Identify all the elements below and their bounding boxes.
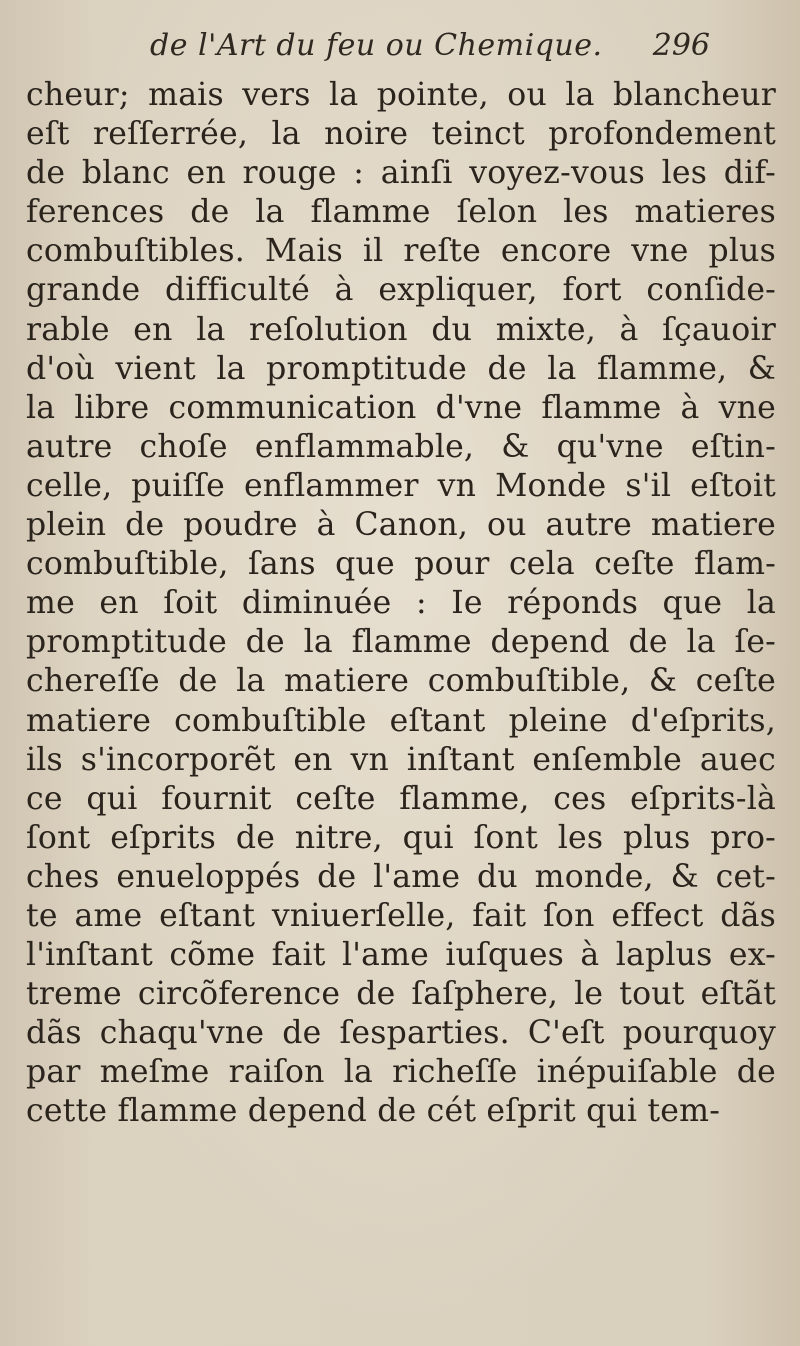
text-line: te ame eſtant vniuerſelle, fait ſon effect dãs (26, 897, 776, 934)
text-line: la libre communication d'vne flamme à vne (26, 389, 776, 426)
page-number: 296 (652, 28, 710, 63)
text-line: autre choſe enflammable, & qu'vne eſtin- (26, 428, 776, 465)
text-line: cette flamme depend de cét eſprit qui tem- (26, 1093, 721, 1130)
text-line: d'où vient la promptitude de la flamme, & (26, 350, 776, 387)
text-line: celle, puiſſe enflammer vn Monde s'il eſtoit (26, 467, 776, 504)
running-head-title: de l'Art du feu ou Chemique. (150, 28, 603, 63)
text-line: l'inſtant cõme fait l'ame iuſques à laplus ex- (26, 937, 776, 974)
text-line: ches enueloppés de l'ame du monde, & cet- (26, 858, 776, 895)
text-line: cheur; mais vers la pointe, ou la blancheur (26, 77, 776, 113)
text-line: chereſſe de la matiere combuſtible, & ceſte (26, 663, 776, 700)
text-line: rable en la reſolution du mixte, à ſçauoir (26, 311, 776, 348)
text-line: treme circõference de ſaſphere, le tout eſtãt (26, 976, 776, 1013)
text-line: eſt reſſerrée, la noire teinct profondement (26, 116, 776, 153)
text-line: ferences de la flamme ſelon les matieres (26, 194, 776, 231)
text-line: de blanc en rouge : ainſi voyez-vous les dif- (26, 155, 776, 192)
text-line: combuſtible, ſans que pour cela ceſte flam- (26, 546, 776, 583)
body-text (26, 76, 776, 1132)
text-line: plein de poudre à Canon, ou autre matiere (26, 507, 776, 544)
text-line: promptitude de la flamme depend de la ſe- (26, 624, 776, 661)
text-line: ſont eſprits de nitre, qui ſont les plus pro- (26, 819, 776, 856)
text-line: par meſme raiſon la richeſſe inépuiſable de (26, 1054, 776, 1091)
text-line: me en ſoit diminuée : Ie réponds que la (26, 585, 776, 622)
text-line: matiere combuſtible eſtant pleine d'eſprits, (26, 702, 776, 739)
text-line: ce qui fournit ceſte flamme, ces eſprits-là (26, 780, 776, 817)
text-line: dãs chaqu'vne de ſesparties. C'eſt pourquoy (26, 1015, 776, 1052)
text-line: ils s'incorporẽt en vn inſtant enſemble auec (26, 741, 776, 778)
running-head (150, 22, 710, 82)
text-line: grande difficulté à expliquer, fort conſide- (26, 272, 776, 309)
text-line: combuſtibles. Mais il reſte encore vne plus (26, 233, 776, 270)
